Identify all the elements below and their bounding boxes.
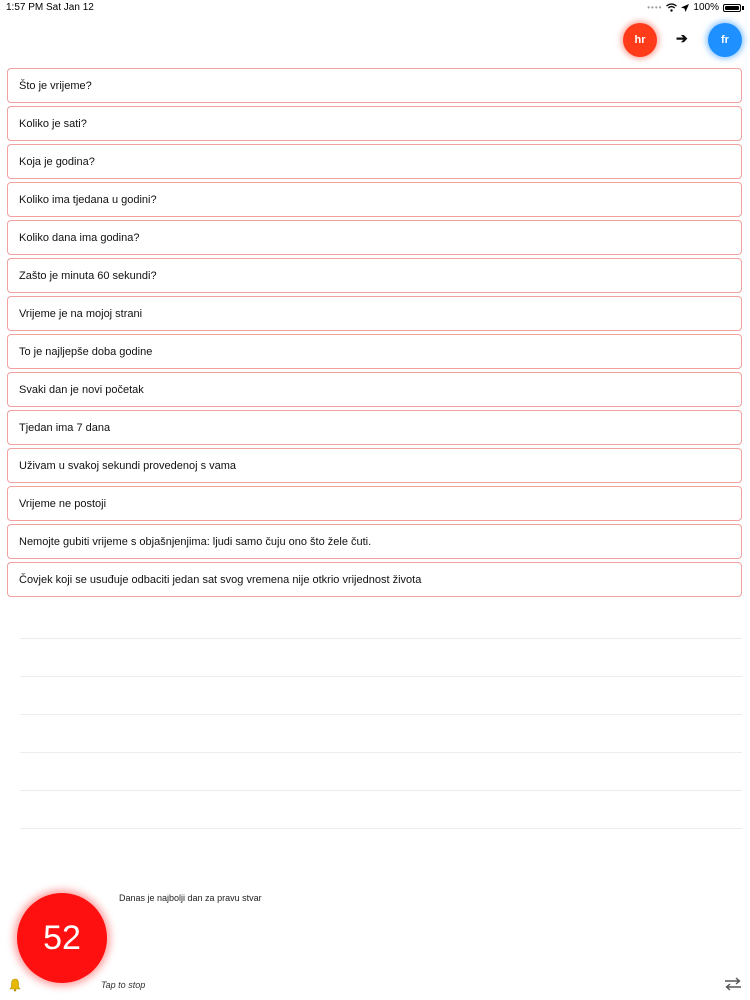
tap-to-stop-hint: Tap to stop <box>101 980 146 990</box>
phrase-item[interactable]: Uživam u svakoj sekundi provedenoj s vama <box>7 448 742 483</box>
signal-dots-icon: •••• <box>647 3 663 12</box>
phrase-item[interactable]: Zašto je minuta 60 sekundi? <box>7 258 742 293</box>
empty-row <box>20 752 742 790</box>
phrase-item[interactable]: Koja je godina? <box>7 144 742 179</box>
empty-row <box>20 676 742 714</box>
target-language-button[interactable]: fr <box>708 23 742 57</box>
empty-row <box>20 638 742 676</box>
phrase-item[interactable]: To je najljepše doba godine <box>7 334 742 369</box>
phrase-item[interactable]: Koliko je sati? <box>7 106 742 141</box>
phrase-item[interactable]: Vrijeme ne postoji <box>7 486 742 521</box>
status-time: 1:57 PM <box>6 2 44 13</box>
phrase-item[interactable]: Što je vrijeme? <box>7 68 742 103</box>
right-arrow-icon: ➔ <box>676 30 688 46</box>
battery-percent: 100% <box>693 2 719 13</box>
phrase-item[interactable]: Koliko dana ima godina? <box>7 220 742 255</box>
empty-row <box>20 714 742 752</box>
phrase-list <box>7 68 742 600</box>
empty-list-area <box>20 638 742 866</box>
status-indicators <box>647 2 744 13</box>
location-arrow-icon <box>681 4 689 12</box>
phrase-item[interactable]: Koliko ima tjedana u godini? <box>7 182 742 217</box>
empty-row <box>20 790 742 828</box>
counter-button[interactable]: 52 <box>17 893 107 983</box>
phrase-item[interactable]: Čovjek koji se usuđuje odbaciti jedan sat svog vremena nije otkrio vrijednost života <box>7 562 742 597</box>
swap-icon[interactable] <box>724 977 742 991</box>
battery-tip <box>742 6 744 10</box>
wifi-icon <box>666 3 677 12</box>
phrase-item[interactable]: Nemojte gubiti vrijeme s objašnjenjima: ljudi samo čuju ono što žele čuti. <box>7 524 742 559</box>
bell-icon[interactable] <box>9 978 21 992</box>
current-phrase: Danas je najbolji dan za pravu stvar <box>119 893 262 903</box>
empty-row <box>20 828 742 866</box>
phrase-item[interactable]: Svaki dan je novi početak <box>7 372 742 407</box>
source-language-button[interactable]: hr <box>623 23 657 57</box>
phrase-item[interactable]: Vrijeme je na mojoj strani <box>7 296 742 331</box>
battery-icon <box>723 4 741 12</box>
status-date: Sat Jan 12 <box>46 2 94 13</box>
phrase-item[interactable]: Tjedan ima 7 dana <box>7 410 742 445</box>
status-bar <box>0 0 750 16</box>
